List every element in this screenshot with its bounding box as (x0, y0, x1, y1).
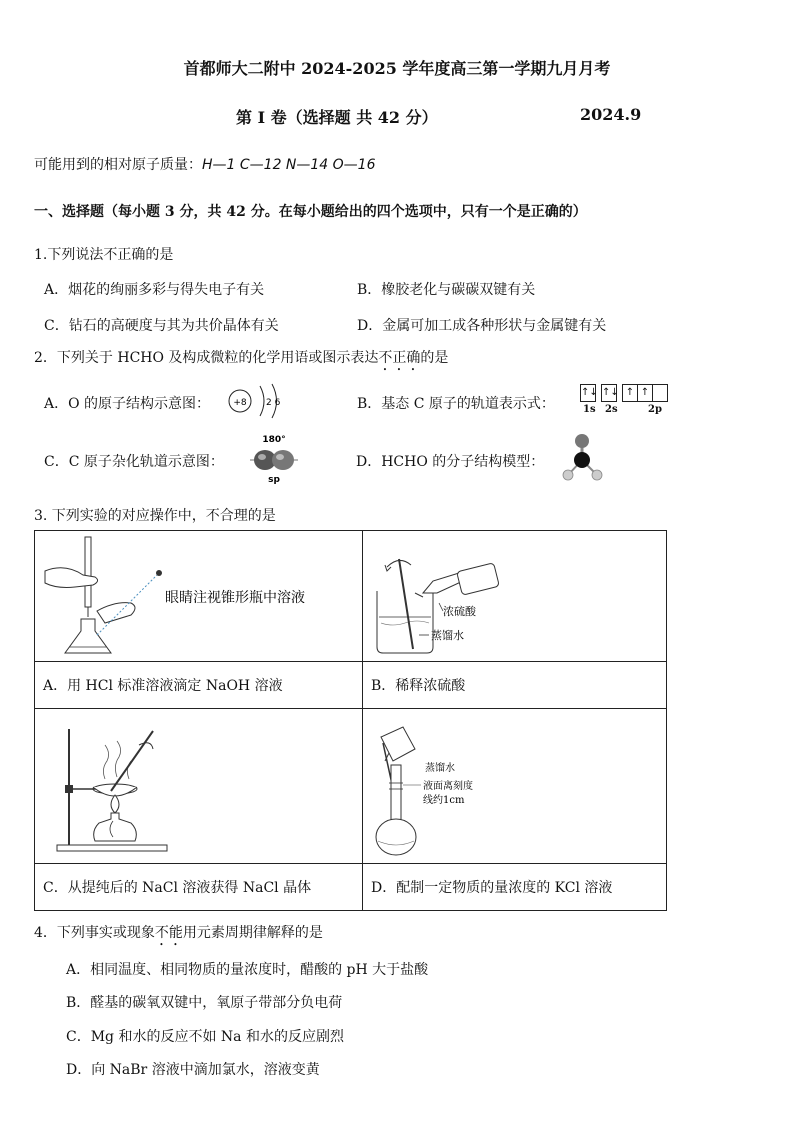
titration-illustration (35, 531, 362, 661)
orbital-2s: ↑↓ (601, 384, 617, 402)
q2-option-c: C．C 原子杂化轨道示意图： (44, 454, 224, 470)
oxygen-atom-structure-diagram (226, 380, 290, 422)
label-distilled-water: 蒸馏水 (431, 629, 464, 642)
orbital-angle-label: 180° (262, 435, 286, 445)
atomic-mass-label: 可能用到的相对原子质量： (34, 157, 202, 173)
label-level-distance-1: 液面离刻度 (423, 781, 473, 792)
q1-option-c: C．钻石的高硬度与其为共价晶体有关 (44, 318, 279, 334)
q4-option-d: D．向 NaBr 溶液中滴加氯水，溶液变黄 (66, 1062, 320, 1078)
cell-a-image (35, 531, 363, 662)
orbital-2p-1: ↑ (622, 384, 638, 402)
q1-option-d: D．金属可加工成各种形状与金属键有关 (357, 318, 607, 334)
orbital-sp-label: sp (268, 475, 280, 485)
cell-c-caption: C．从提纯后的 NaCl 溶液获得 NaCl 晶体 (35, 864, 363, 911)
exam-title: 首都师大二附中 2024-2025 学年度高三第一学期九月月考 (183, 59, 611, 78)
orbital-label-1s: 1s (583, 404, 596, 415)
q2-option-b: B．基态 C 原子的轨道表示式： (357, 396, 555, 412)
q4-option-c: C．Mg 和水的反应不如 Na 和水的反应剧烈 (66, 1029, 344, 1045)
cell-a-note: 眼睛注视锥形瓶中溶液 (165, 590, 305, 606)
q2-stem-post: 的是 (420, 350, 449, 366)
q2-stem-emphasis: 不正确 (378, 350, 421, 366)
cell-b-caption: B．稀释浓硫酸 (363, 662, 667, 709)
q1-option-b: B．橡胶老化与碳碳双键有关 (357, 282, 536, 298)
cell-b-image (363, 531, 667, 662)
shell-electrons: 2 6 (266, 398, 281, 408)
sp-hybrid-orbital-diagram (242, 432, 306, 486)
q1-option-a: A．烟花的绚丽多彩与得失电子有关 (44, 282, 265, 298)
dilution-illustration (363, 531, 666, 661)
cell-d-caption: D．配制一定物质的量浓度的 KCl 溶液 (363, 864, 667, 911)
nucleus-charge: +8 (233, 398, 247, 408)
cell-d-image (363, 709, 667, 864)
q4-option-b: B．醛基的碳氧双键中，氧原子带部分负电荷 (66, 995, 343, 1011)
atomic-mass-line (34, 154, 376, 174)
q1-stem: 1.下列说法不正确的是 (34, 247, 174, 263)
atomic-mass-values: H—1 C—12 N—14 O—16 (202, 157, 376, 173)
q2-stem (34, 347, 448, 374)
q2-option-a: A．O 的原子结构示意图： (44, 396, 211, 412)
orbital-1s: ↑↓ (580, 384, 596, 402)
label-distilled-water-d: 蒸馏水 (425, 763, 455, 774)
orbital-label-2p: 2p (648, 404, 662, 415)
orbital-2p-2: ↑ (637, 384, 653, 402)
orbital-label-2s: 2s (605, 404, 618, 415)
section-subtitle: 第 I 卷（选择题 共 42 分） (236, 108, 438, 127)
q4-stem-emphasis: 不能 (154, 925, 183, 941)
exam-date: 2024.9 (580, 105, 642, 124)
q4-stem-post: 用元素周期律解释的是 (182, 925, 323, 941)
label-level-distance-2: 线约1cm (423, 795, 465, 806)
hcho-molecule-model (560, 432, 606, 484)
q4-stem-pre: 4．下列事实或现象 (34, 925, 155, 941)
cell-a-caption: A．用 HCl 标准溶液滴定 NaOH 溶液 (35, 662, 363, 709)
orbital-2p-3 (652, 384, 668, 402)
label-conc-sulfuric: 浓硫酸 (443, 605, 476, 618)
q4-stem (34, 922, 323, 949)
q4-option-a: A．相同温度、相同物质的量浓度时，醋酸的 pH 大于盐酸 (66, 962, 429, 978)
q2-option-d: D．HCHO 的分子结构模型： (356, 454, 545, 470)
q3-stem: 3. 下列实验的对应操作中，不合理的是 (34, 508, 276, 524)
q2-stem-pre: 2．下列关于 HCHO 及构成微粒的化学用语或图示表达 (34, 350, 379, 366)
q3-experiment-table (34, 530, 667, 911)
carbon-orbital-diagram (580, 384, 667, 416)
cell-c-image (35, 709, 363, 864)
section-1-heading: 一、选择题（每小题 3 分，共 42 分。在每小题给出的四个选项中，只有一个是正确的） (34, 204, 587, 220)
volumetric-flask-illustration (363, 709, 666, 863)
evaporation-illustration (35, 709, 362, 863)
